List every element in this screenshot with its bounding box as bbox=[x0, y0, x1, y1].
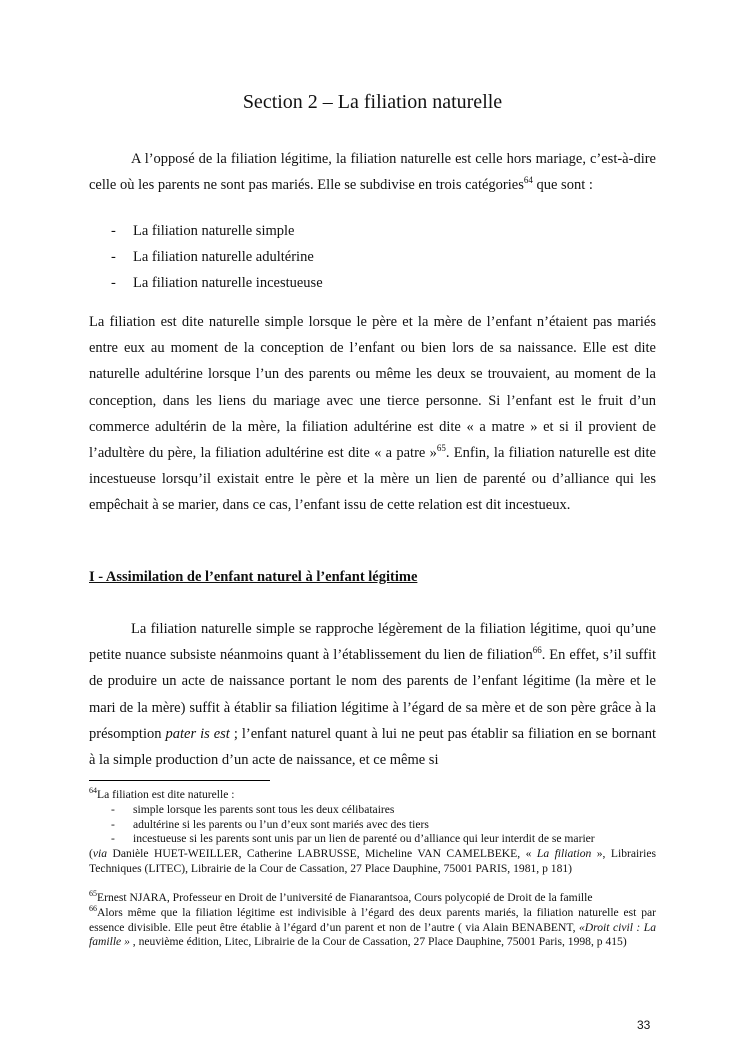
footnote-64-list bbox=[89, 803, 656, 847]
list-bullet: - bbox=[111, 817, 115, 831]
subsection-heading: I - Assimilation de l’enfant naturel à l’enfant légitime bbox=[89, 569, 418, 585]
list-item: - adultérine si les parents ou l’un d’eux sont mariés avec des tiers bbox=[111, 817, 429, 831]
footnote-64-source: (via Danièle HUET-WEILLER, Catherine LABRUSSE, Micheline VAN CAMELBEKE, « La filiation », Librairies Techniques (LITEC), Librairie de la Cour de Cassation, 27 Place Dauphine, 75001 PARIS, 1981, p 181) bbox=[89, 847, 656, 875]
list-item: - incestueuse si les parents sont unis par un lien de parenté ou d’alliance qui leur interdit de se marier bbox=[111, 832, 595, 846]
intro-paragraph: A l’opposé de la filiation légitime, la filiation naturelle est celle hors mariage, c’est-à-dire celle où les parents ne sont pas mariés. Elle se subdivise en trois catégories$^{64}$ que sont : bbox=[89, 151, 656, 194]
list-bullet: - bbox=[111, 275, 116, 291]
list-item: - La filiation naturelle simple bbox=[89, 218, 649, 244]
footnote-separator bbox=[89, 780, 270, 781]
list-item: - La filiation naturelle adultérine bbox=[89, 244, 649, 270]
list-bullet: - bbox=[111, 832, 115, 846]
footnote-65: $^{65}$Ernest NJARA, Professeur en Droit de l’université de Fianarantsoa, Cours polycopié de Droit de la famille bbox=[89, 889, 593, 904]
footnote-64-lead: $^{64}$La filiation est dite naturelle : bbox=[89, 786, 235, 801]
list-bullet: - bbox=[111, 249, 116, 265]
category-list bbox=[89, 218, 649, 296]
definition-paragraph: La filiation est dite naturelle simple lorsque le père et la mère de l’enfant n’étaient pas mariés entre eux au moment de la conception de l’enfant ou bien lors de sa naissance. Elle est dite naturelle adultérine lorsque l’un des parents ou même les deux se trouvaient, au moment de la conception, dans les liens du mariage avec une tierce personne. Si l’enfant est le fruit d’un commerce adultérin de la mère, la filiation adultérine est dite « a matre » et si il provient de l’adultère du père, la filiation adultérine est dite « a patre »$^{65}$. Enfin, la filiation naturelle est dite incestueuse lorsqu’il existait entre le père et la mère un lien de parenté ou d’alliance qui les empêchait à se marier, dans ce cas, l’enfant issu de cette relation est dit incestueux. bbox=[89, 314, 656, 514]
list-bullet: - bbox=[111, 803, 115, 816]
footnote-ref-65[interactable]: 65 bbox=[436, 443, 446, 454]
section-title: Section 2 – La filiation naturelle bbox=[242, 91, 503, 113]
footnote-ref-66[interactable]: 66 bbox=[532, 645, 542, 656]
list-item: - simple lorsque les parents sont tous les deux célibataires bbox=[111, 803, 395, 816]
page-number: 33 bbox=[637, 1018, 651, 1032]
footnote-66: $^{66}$Alors même que la filiation légitime est indivisible à l’égard des deux parents mariés, la filiation naturelle est par essence divisible. Elle peut être établie à l’égard d’un parent et non de l’autre ( via Alain BENABENT, «Droit civil : La famille » , neuvième édition, Litec, Librairie de la Cour de Cassation, 27 Place Dauphine, 75001 Paris, 1998, p 415) bbox=[89, 904, 657, 949]
footnote-ref-64[interactable]: 64 bbox=[523, 175, 533, 186]
list-bullet: - bbox=[111, 223, 116, 239]
assimilation-paragraph: La filiation naturelle simple se rapproche légèrement de la filiation légitime, quoi qu’une petite nuance subsiste néanmoins quant à l’établissement du lien de filiation$^{66}$. En effet, s’il suffit de produire un acte de naissance portant le nom des parents de l’enfant légitime (la mère et le mari de la mère) suffit à établir sa filiation légitime à l’égard de sa mère et de son père grâce à la présomption pater is est ; l’enfant naturel quant à lui ne peut pas établir sa filiation en se bornant à la simple production d’un acte de naissance, et ce même si bbox=[89, 621, 656, 769]
list-item: - La filiation naturelle incestueuse bbox=[89, 270, 649, 296]
